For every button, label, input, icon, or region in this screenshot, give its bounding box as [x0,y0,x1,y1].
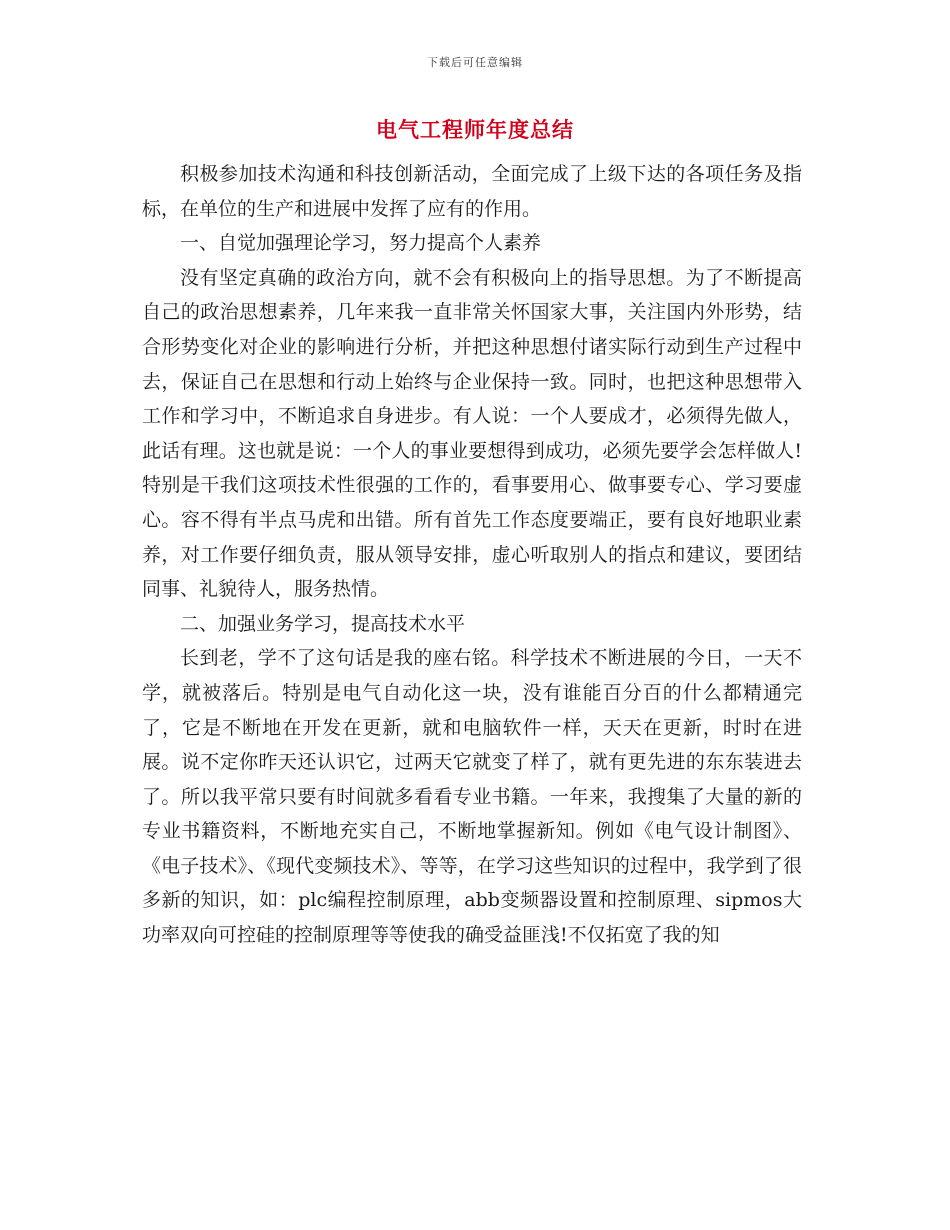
section-heading-1: 一、自觉加强理论学习，努力提高个人素养 [180,232,542,255]
paragraph-section-1: 没有坚定真确的政治方向，就不会有积极向上的指导思想。为了不断提高自己的政治思想素养，几年来我一直非常关怀国家大事，关注国内外形势，结合形势变化对企业的影响进行分析，并把这种思想付诸实际行动到生产过程中去，保证自己在思想和行动上始终与企业保持一致。同时，也把这种思想带入工作和学习中，不断追求自身进步。有人说：一个人要成才，必须得先做人，此话有理。这也就是说：一个人的事业要想得到成功，必须先要学会怎样做人!特别是干我们这项技术性很强的工作的，看事要用心、做事要专心、学习要虚心。容不得有半点马虎和出错。所有首先工作态度要端正，要有良好地职业素养，对工作要仔细负责，服从领导安排，虚心听取别人的指点和建议，要团结同事、礼貌待人，服务热情。 [142,266,802,601]
document-body [142,157,802,953]
section-heading-2: 二、加强业务学习，提高技术水平 [180,612,466,635]
paragraph-section-2: 长到老，学不了这句话是我的座右铭。科学技术不断进展的今日，一天不学，就被落后。特别是电气自动化这一块，没有谁能百分百的什么都精通完了，它是不断地在开发在更新，就和电脑软件一样，天天在更新，时时在进展。说不定你昨天还认识它，过两天它就变了样了，就有更先进的东东装进去了。所以我平常只要有时间就多看看专业书籍。一年来，我搜集了大量的新的专业书籍资料，不断地充实自己，不断地掌握新知。例如《电气设计制图》、《电子技术》、《现代变频技术》、等等，在学习这些知识的过程中，我学到了很多新的知识，如：plc编程控制原理，abb变频器设置和控制原理、sipmos大功率双向可控硅的控制原理等等使我的确受益匪浅!不仅拓宽了我的知 [142,647,802,947]
page-header-note: 下载后可任意编辑 [427,56,523,69]
document-title: 电气工程师年度总结 [376,117,574,142]
paragraph-intro: 积极参加技术沟通和科技创新活动，全面完成了上级下达的各项任务及指标，在单位的生产和进展中发挥了应有的作用。 [142,163,802,220]
